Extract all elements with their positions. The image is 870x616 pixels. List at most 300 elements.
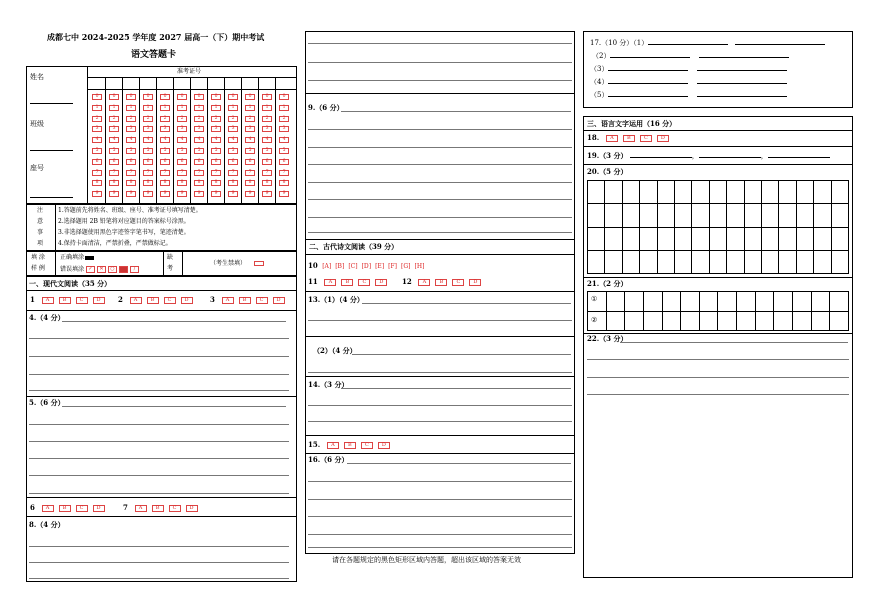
digit-bubble[interactable]: 1 xyxy=(245,105,255,111)
grid-cell[interactable] xyxy=(605,181,622,204)
option-a-bubble[interactable]: A xyxy=(222,297,234,304)
digit-bubble[interactable]: 2 xyxy=(245,116,255,122)
q6-options[interactable] xyxy=(42,504,110,512)
option-a-bubble[interactable]: A xyxy=(418,279,430,286)
option-c-bubble[interactable]: C xyxy=(452,279,464,286)
digit-bubble[interactable]: 4 xyxy=(279,137,289,143)
digit-bubble[interactable]: 9 xyxy=(92,191,102,197)
digit-bubble[interactable]: 2 xyxy=(262,116,272,122)
digit-bubble[interactable]: 1 xyxy=(143,105,153,111)
digit-bubble[interactable]: 5 xyxy=(211,148,221,154)
option-a-bubble[interactable]: A xyxy=(130,297,142,304)
grid-cell[interactable] xyxy=(756,292,775,312)
grid-cell[interactable] xyxy=(607,292,626,312)
q12-options[interactable] xyxy=(418,278,486,286)
digit-bubble[interactable]: 8 xyxy=(245,180,255,186)
digit-bubble[interactable]: 7 xyxy=(262,170,272,176)
answer-line[interactable] xyxy=(29,374,289,375)
digit-bubble[interactable]: 1 xyxy=(194,105,204,111)
digit-bubble[interactable]: 9 xyxy=(194,191,204,197)
digit-bubble[interactable]: 5 xyxy=(143,148,153,154)
answer-line[interactable] xyxy=(587,394,849,395)
option-c-bubble[interactable]: C xyxy=(640,135,652,142)
answer-line[interactable] xyxy=(308,547,572,548)
grid-cell[interactable] xyxy=(710,228,727,251)
digit-bubble[interactable]: 5 xyxy=(126,148,136,154)
digit-bubble[interactable]: 6 xyxy=(228,159,238,165)
grid-cell[interactable] xyxy=(710,251,727,274)
grid-cell[interactable] xyxy=(727,204,744,227)
grid-cell[interactable] xyxy=(675,251,692,274)
q17-blank[interactable] xyxy=(648,44,728,45)
digit-bubble[interactable]: 2 xyxy=(92,116,102,122)
digit-bubble[interactable]: 4 xyxy=(177,137,187,143)
digit-bubble[interactable]: 7 xyxy=(143,170,153,176)
class-field[interactable] xyxy=(30,150,73,151)
q18-options[interactable] xyxy=(606,134,674,142)
digit-bubble[interactable]: 0 xyxy=(262,94,272,100)
digit-bubble[interactable]: 7 xyxy=(92,170,102,176)
digit-bubble[interactable]: 3 xyxy=(92,126,102,132)
q21-writing-grid[interactable] xyxy=(587,291,849,331)
option-b-bubble[interactable]: B xyxy=(59,505,71,512)
answer-line[interactable] xyxy=(308,62,572,63)
digit-bubble[interactable]: 1 xyxy=(92,105,102,111)
grid-cell[interactable] xyxy=(692,204,709,227)
grid-cell[interactable] xyxy=(774,292,793,312)
option-c-bubble[interactable]: C xyxy=(76,505,88,512)
answer-line[interactable] xyxy=(29,441,289,442)
q2-options[interactable] xyxy=(130,296,198,304)
grid-cell[interactable] xyxy=(779,228,796,251)
digit-bubble[interactable]: 1 xyxy=(160,105,170,111)
digit-bubble[interactable]: 5 xyxy=(262,148,272,154)
digit-bubble[interactable]: 2 xyxy=(228,116,238,122)
digit-bubble[interactable]: 5 xyxy=(228,148,238,154)
grid-cell[interactable] xyxy=(814,251,831,274)
answer-line[interactable] xyxy=(308,147,572,148)
grid-cell[interactable] xyxy=(718,292,737,312)
digit-bubble[interactable]: 0 xyxy=(228,94,238,100)
grid-cell[interactable] xyxy=(762,204,779,227)
answer-line[interactable] xyxy=(308,372,572,373)
grid-cell[interactable] xyxy=(663,312,682,332)
digit-bubble[interactable]: 3 xyxy=(262,126,272,132)
q17-blank[interactable] xyxy=(699,57,789,58)
option-f-bubble[interactable]: [F] xyxy=(388,262,398,270)
digit-bubble[interactable]: 0 xyxy=(109,94,119,100)
q17-blank[interactable] xyxy=(608,83,688,84)
digit-bubble[interactable]: 2 xyxy=(279,116,289,122)
digit-bubble[interactable]: 7 xyxy=(160,170,170,176)
option-c-bubble[interactable]: C xyxy=(358,279,370,286)
option-a-bubble[interactable]: A xyxy=(42,297,54,304)
grid-cell[interactable] xyxy=(737,312,756,332)
option-b-bubble[interactable]: B xyxy=(344,442,356,449)
grid-cell[interactable] xyxy=(588,228,605,251)
grid-cell[interactable] xyxy=(814,204,831,227)
grid-cell[interactable] xyxy=(718,312,737,332)
digit-bubble[interactable]: 4 xyxy=(92,137,102,143)
grid-cell[interactable] xyxy=(692,228,709,251)
digit-bubble[interactable]: 6 xyxy=(194,159,204,165)
grid-cell[interactable] xyxy=(681,292,700,312)
digit-bubble[interactable]: 8 xyxy=(160,180,170,186)
digit-bubble[interactable]: 9 xyxy=(177,191,187,197)
grid-cell[interactable] xyxy=(797,181,814,204)
option-d-bubble[interactable]: D xyxy=(657,135,669,142)
digit-bubble[interactable]: 5 xyxy=(194,148,204,154)
grid-cell[interactable] xyxy=(774,312,793,332)
digit-bubble[interactable]: 0 xyxy=(245,94,255,100)
grid-cell[interactable] xyxy=(640,181,657,204)
grid-cell[interactable] xyxy=(745,204,762,227)
digit-bubble[interactable]: 0 xyxy=(126,94,136,100)
q17-blank[interactable] xyxy=(608,96,688,97)
digit-bubble[interactable]: 9 xyxy=(126,191,136,197)
grid-cell[interactable] xyxy=(737,292,756,312)
option-b-bubble[interactable]: B xyxy=(435,279,447,286)
grid-cell[interactable] xyxy=(623,181,640,204)
digit-bubble[interactable]: 0 xyxy=(143,94,153,100)
digit-bubble[interactable]: 9 xyxy=(262,191,272,197)
digit-bubble[interactable]: 3 xyxy=(126,126,136,132)
grid-cell[interactable] xyxy=(814,228,831,251)
digit-bubble[interactable]: 1 xyxy=(109,105,119,111)
option-d-bubble[interactable]: D xyxy=(378,442,390,449)
grid-cell[interactable] xyxy=(588,204,605,227)
grid-cell[interactable] xyxy=(779,181,796,204)
digit-bubble[interactable]: 8 xyxy=(92,180,102,186)
q17-blank[interactable] xyxy=(610,57,690,58)
digit-bubble[interactable]: 4 xyxy=(228,137,238,143)
answer-line[interactable] xyxy=(308,217,572,218)
grid-cell[interactable] xyxy=(700,292,719,312)
q17-blank[interactable] xyxy=(697,70,787,71)
digit-bubble[interactable]: 8 xyxy=(109,180,119,186)
grid-cell[interactable] xyxy=(710,204,727,227)
digit-bubble[interactable]: 0 xyxy=(177,94,187,100)
digit-bubble[interactable]: 7 xyxy=(245,170,255,176)
digit-bubble[interactable]: 6 xyxy=(109,159,119,165)
grid-cell[interactable] xyxy=(700,312,719,332)
digit-bubble[interactable]: 7 xyxy=(228,170,238,176)
digit-bubble[interactable]: 7 xyxy=(279,170,289,176)
grid-cell[interactable] xyxy=(727,251,744,274)
q17-blank[interactable] xyxy=(608,70,688,71)
grid-cell[interactable] xyxy=(588,251,605,274)
digit-bubble[interactable]: 1 xyxy=(279,105,289,111)
q19-blank[interactable] xyxy=(699,157,761,158)
grid-cell[interactable] xyxy=(745,251,762,274)
digit-bubble[interactable]: 3 xyxy=(279,126,289,132)
digit-bubble[interactable]: 1 xyxy=(262,105,272,111)
digit-bubble[interactable]: 4 xyxy=(194,137,204,143)
answer-line[interactable] xyxy=(29,578,289,579)
q1-options[interactable] xyxy=(42,296,110,304)
option-d-bubble[interactable]: D xyxy=(93,505,105,512)
grid-cell[interactable] xyxy=(658,204,675,227)
digit-bubble[interactable]: 4 xyxy=(245,137,255,143)
name-field[interactable] xyxy=(30,103,73,104)
answer-line[interactable] xyxy=(29,424,289,425)
digit-bubble[interactable]: 6 xyxy=(245,159,255,165)
q17-blank[interactable] xyxy=(697,83,787,84)
grid-cell[interactable] xyxy=(832,228,849,251)
grid-cell[interactable] xyxy=(658,228,675,251)
grid-cell[interactable] xyxy=(812,312,831,332)
option-a-bubble[interactable]: A xyxy=(327,442,339,449)
digit-bubble[interactable]: 2 xyxy=(126,116,136,122)
grid-cell[interactable] xyxy=(625,292,644,312)
grid-cell[interactable] xyxy=(793,292,812,312)
digit-bubble[interactable]: 5 xyxy=(160,148,170,154)
digit-bubble[interactable]: 2 xyxy=(160,116,170,122)
answer-line[interactable] xyxy=(29,475,289,476)
grid-cell[interactable] xyxy=(658,181,675,204)
grid-cell[interactable] xyxy=(727,228,744,251)
answer-line[interactable] xyxy=(308,421,572,422)
digit-bubble[interactable]: 9 xyxy=(211,191,221,197)
grid-cell[interactable] xyxy=(605,204,622,227)
grid-cell[interactable] xyxy=(779,251,796,274)
grid-cell[interactable] xyxy=(710,181,727,204)
answer-line[interactable] xyxy=(308,182,572,183)
digit-bubble[interactable]: 1 xyxy=(177,105,187,111)
digit-bubble[interactable]: 1 xyxy=(228,105,238,111)
q17-blank[interactable] xyxy=(735,44,825,45)
option-b-bubble[interactable]: B xyxy=(147,297,159,304)
option-d-bubble[interactable]: D xyxy=(93,297,105,304)
grid-cell[interactable] xyxy=(605,251,622,274)
q11-options[interactable] xyxy=(324,278,392,286)
digit-bubble[interactable]: 6 xyxy=(126,159,136,165)
digit-bubble[interactable]: 5 xyxy=(177,148,187,154)
grid-cell[interactable] xyxy=(830,312,849,332)
answer-line[interactable] xyxy=(308,516,572,517)
digit-bubble[interactable]: 4 xyxy=(160,137,170,143)
digit-bubble[interactable]: 0 xyxy=(194,94,204,100)
grid-cell[interactable] xyxy=(814,181,831,204)
answer-line[interactable] xyxy=(308,199,572,200)
absent-mark-box[interactable] xyxy=(254,261,264,266)
digit-bubble[interactable]: 7 xyxy=(211,170,221,176)
option-d-bubble[interactable]: [D] xyxy=(361,262,372,270)
grid-cell[interactable] xyxy=(797,228,814,251)
digit-bubble[interactable]: 8 xyxy=(262,180,272,186)
grid-cell[interactable] xyxy=(640,204,657,227)
digit-bubble[interactable]: 7 xyxy=(126,170,136,176)
option-g-bubble[interactable]: [G] xyxy=(401,262,411,270)
grid-cell[interactable] xyxy=(675,181,692,204)
answer-line[interactable] xyxy=(308,80,572,81)
digit-bubble[interactable]: 2 xyxy=(194,116,204,122)
answer-line[interactable] xyxy=(308,232,572,233)
grid-cell[interactable] xyxy=(663,292,682,312)
q10-options[interactable] xyxy=(322,262,428,270)
q19-blank[interactable] xyxy=(768,157,830,158)
grid-cell[interactable] xyxy=(681,312,700,332)
option-c-bubble[interactable]: C xyxy=(361,442,373,449)
digit-bubble[interactable]: 6 xyxy=(92,159,102,165)
digit-bubble[interactable]: 7 xyxy=(177,170,187,176)
digit-bubble[interactable]: 1 xyxy=(211,105,221,111)
digit-bubble[interactable]: 5 xyxy=(109,148,119,154)
option-a-bubble[interactable]: A xyxy=(324,279,336,286)
digit-bubble[interactable]: 8 xyxy=(228,180,238,186)
grid-cell[interactable] xyxy=(793,312,812,332)
grid-cell[interactable] xyxy=(832,181,849,204)
answer-line[interactable] xyxy=(308,320,572,321)
digit-bubble[interactable]: 4 xyxy=(262,137,272,143)
answer-line[interactable] xyxy=(29,546,289,547)
digit-bubble[interactable]: 8 xyxy=(143,180,153,186)
grid-cell[interactable] xyxy=(762,251,779,274)
option-h-bubble[interactable]: [H] xyxy=(414,262,425,270)
grid-cell[interactable] xyxy=(623,204,640,227)
digit-bubble[interactable]: 3 xyxy=(109,126,119,132)
digit-bubble[interactable]: 0 xyxy=(279,94,289,100)
grid-cell[interactable] xyxy=(607,312,626,332)
q19-blank[interactable] xyxy=(630,157,692,158)
grid-cell[interactable] xyxy=(762,181,779,204)
grid-cell[interactable] xyxy=(658,251,675,274)
option-c-bubble[interactable]: C xyxy=(76,297,88,304)
digit-bubble[interactable]: 3 xyxy=(160,126,170,132)
grid-cell[interactable] xyxy=(797,204,814,227)
digit-bubble[interactable]: 8 xyxy=(279,180,289,186)
option-c-bubble[interactable]: C xyxy=(256,297,268,304)
option-d-bubble[interactable]: D xyxy=(375,279,387,286)
digit-bubble[interactable]: 6 xyxy=(177,159,187,165)
option-c-bubble[interactable]: C xyxy=(164,297,176,304)
seat-field[interactable] xyxy=(30,197,73,198)
digit-bubble[interactable]: 4 xyxy=(109,137,119,143)
digit-bubble[interactable]: 3 xyxy=(177,126,187,132)
grid-cell[interactable] xyxy=(625,312,644,332)
grid-cell[interactable] xyxy=(832,251,849,274)
answer-line[interactable] xyxy=(587,359,849,360)
digit-bubble[interactable]: 2 xyxy=(177,116,187,122)
grid-cell[interactable] xyxy=(644,312,663,332)
grid-cell[interactable] xyxy=(756,312,775,332)
grid-cell[interactable] xyxy=(692,251,709,274)
digit-bubble[interactable]: 9 xyxy=(245,191,255,197)
grid-cell[interactable] xyxy=(675,204,692,227)
answer-line[interactable] xyxy=(308,43,572,44)
q20-writing-grid[interactable] xyxy=(587,180,849,274)
digit-bubble[interactable]: 2 xyxy=(109,116,119,122)
grid-cell[interactable] xyxy=(830,292,849,312)
digit-bubble[interactable]: 5 xyxy=(245,148,255,154)
q3-options[interactable] xyxy=(222,296,290,304)
digit-bubble[interactable]: 1 xyxy=(126,105,136,111)
digit-bubble[interactable]: 0 xyxy=(92,94,102,100)
option-b-bubble[interactable]: B xyxy=(341,279,353,286)
grid-cell[interactable] xyxy=(797,251,814,274)
digit-bubble[interactable]: 3 xyxy=(245,126,255,132)
digit-bubble[interactable]: 6 xyxy=(262,159,272,165)
digit-bubble[interactable]: 6 xyxy=(211,159,221,165)
answer-line[interactable] xyxy=(29,356,289,357)
answer-line[interactable] xyxy=(29,493,289,494)
q15-options[interactable] xyxy=(327,441,395,449)
answer-line[interactable] xyxy=(308,129,572,130)
digit-bubble[interactable]: 2 xyxy=(211,116,221,122)
digit-bubble[interactable]: 4 xyxy=(211,137,221,143)
grid-cell[interactable] xyxy=(832,204,849,227)
digit-bubble[interactable]: 0 xyxy=(211,94,221,100)
digit-bubble[interactable]: 9 xyxy=(279,191,289,197)
option-b-bubble[interactable]: B xyxy=(152,505,164,512)
grid-cell[interactable] xyxy=(745,228,762,251)
digit-bubble[interactable]: 8 xyxy=(211,180,221,186)
digit-bubble[interactable]: 3 xyxy=(194,126,204,132)
option-b-bubble[interactable]: [B] xyxy=(335,262,345,270)
option-d-bubble[interactable]: D xyxy=(273,297,285,304)
digit-bubble[interactable]: 8 xyxy=(177,180,187,186)
option-d-bubble[interactable]: D xyxy=(181,297,193,304)
digit-bubble[interactable]: 6 xyxy=(160,159,170,165)
digit-bubble[interactable]: 5 xyxy=(279,148,289,154)
digit-bubble[interactable]: 7 xyxy=(109,170,119,176)
grid-cell[interactable] xyxy=(812,292,831,312)
digit-bubble[interactable]: 0 xyxy=(160,94,170,100)
answer-line[interactable] xyxy=(29,390,289,391)
grid-cell[interactable] xyxy=(640,228,657,251)
option-b-bubble[interactable]: B xyxy=(623,135,635,142)
q17-blank[interactable] xyxy=(697,96,787,97)
option-e-bubble[interactable]: [E] xyxy=(375,262,385,270)
option-a-bubble[interactable]: [A] xyxy=(322,262,332,270)
digit-bubble[interactable]: 3 xyxy=(228,126,238,132)
digit-bubble[interactable]: 8 xyxy=(126,180,136,186)
grid-cell[interactable] xyxy=(727,181,744,204)
digit-bubble[interactable]: 7 xyxy=(194,170,204,176)
digit-bubble[interactable]: 9 xyxy=(109,191,119,197)
option-a-bubble[interactable]: A xyxy=(42,505,54,512)
grid-cell[interactable] xyxy=(640,251,657,274)
digit-bubble[interactable]: 4 xyxy=(143,137,153,143)
digit-bubble[interactable]: 9 xyxy=(160,191,170,197)
option-d-bubble[interactable]: D xyxy=(469,279,481,286)
answer-line[interactable] xyxy=(308,405,572,406)
digit-bubble[interactable]: 9 xyxy=(143,191,153,197)
answer-line[interactable] xyxy=(308,499,572,500)
digit-bubble[interactable]: 3 xyxy=(211,126,221,132)
answer-line[interactable] xyxy=(308,534,572,535)
option-c-bubble[interactable]: [C] xyxy=(348,262,358,270)
grid-cell[interactable] xyxy=(644,292,663,312)
digit-bubble[interactable]: 9 xyxy=(228,191,238,197)
answer-line[interactable] xyxy=(29,562,289,563)
digit-bubble[interactable]: 4 xyxy=(126,137,136,143)
answer-line[interactable] xyxy=(587,377,849,378)
answer-line[interactable] xyxy=(29,458,289,459)
q7-options[interactable] xyxy=(135,504,203,512)
digit-bubble[interactable]: 2 xyxy=(143,116,153,122)
grid-cell[interactable] xyxy=(623,251,640,274)
grid-cell[interactable] xyxy=(605,228,622,251)
option-c-bubble[interactable]: C xyxy=(169,505,181,512)
digit-bubble[interactable]: 6 xyxy=(143,159,153,165)
option-a-bubble[interactable]: A xyxy=(606,135,618,142)
digit-bubble[interactable]: 6 xyxy=(279,159,289,165)
digit-bubble[interactable]: 5 xyxy=(92,148,102,154)
answer-line[interactable] xyxy=(29,338,289,339)
grid-cell[interactable] xyxy=(779,204,796,227)
option-a-bubble[interactable]: A xyxy=(135,505,147,512)
